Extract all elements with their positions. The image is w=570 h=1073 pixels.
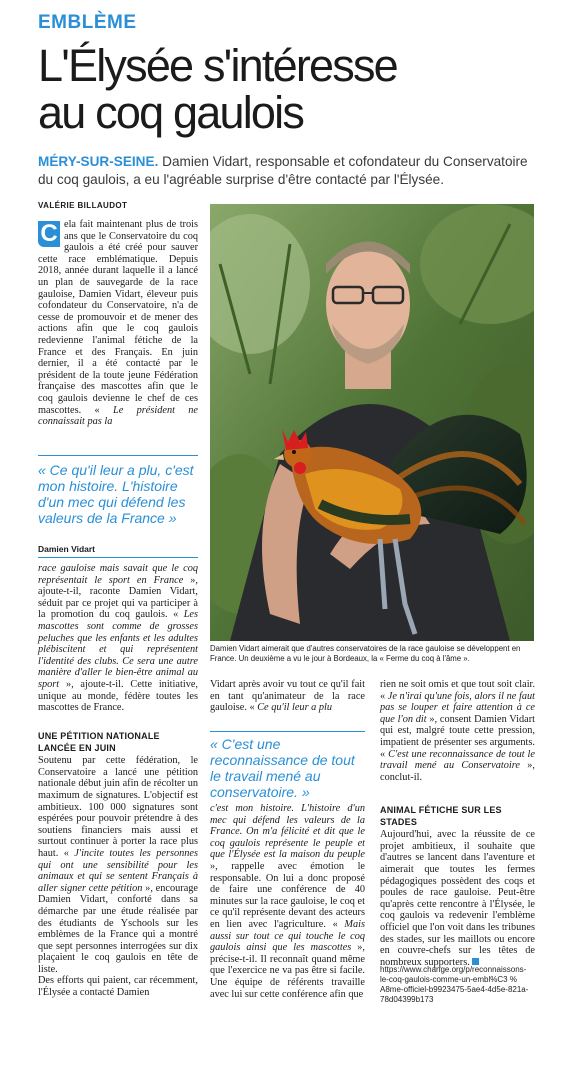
body-text: », rappelle avec émotion le responsable. On lui a donc proposé de faire une conférence de 40 minutes sur la race gauloise, le coq et ce qu'il représente devant des acteurs en lien avec l'agriculture. « (210, 860, 365, 930)
article-column-2-body (210, 803, 365, 1000)
intro-text: ela fait maintenant plus de trois ans que le Conservatoire du coq gaulois a été créé pour sauver cette race emblématique. Depuis 2018, année durant laquelle il a lancé un plan de sauvegarde de la race gauloise, Damien Vidart, éleveur puis cofondateur du Conservatoire, n'a de cesse de promouvoir et de mener des actions afin que le coq gaulois redevienne l'animal fétiche de la France et des Français. En juin dernier, il a été contacté par le président de la toute jeune Fédération française des mascottes afin que le coq gaulois devienne le chef de ces mascottes. « (38, 219, 198, 416)
body-italic: Ce qu'il leur a plu (257, 702, 333, 714)
body-italic: C'est une reconnaissance de tout le travail mené au Conservatoire (380, 748, 535, 772)
section-kicker: EMBLÈME (38, 12, 137, 33)
body-italic: Les mascottes sont comme de grosses peluches que les enfants et les adultes plébiscitent et qui représentent l'identité des clubs. Ce sera une autre manière d'aller le bien-être animal au sport (38, 609, 198, 690)
body-text: », conclut-il. (380, 760, 535, 783)
article-column-2-top (210, 679, 365, 714)
headline-line-2: au coq gaulois (38, 87, 304, 138)
pull-quote-1-author: Damien Vidart (38, 544, 96, 554)
quote-divider-top (210, 731, 365, 732)
body-italic: c'est mon histoire. L'histoire d'un mec qui défend les valeurs de la France. On m'a félicité et dit que le coq gaulois représente le peuple et que l'Élysée est la maison du peuple (210, 803, 365, 861)
drop-cap: C (38, 221, 60, 247)
body-text: Vidart après avoir vu tout ce qu'il fait en tant qu'animateur de la race gauloise. « (210, 679, 365, 714)
body-text: Aujourd'hui, avec la réussite de ce projet ambitieux, il souhaite que d'autres se lancent dans l'aventure et aimerait que toutes les fermes pédagogiques possèdent des coqs et poules de race gauloise. Peut-être qu'après cette rencontre à l'Élysée, le coq gaulois va redevenir l'emblème officiel que l'on voit dans les tribunes des stades, sur les maillots ou encore en couvre-chefs sur les têtes de nombreux supporters. (380, 829, 535, 968)
article-column-1-body (38, 563, 198, 714)
body-text: rien ne soit omis et que tout soit clair. « (380, 679, 535, 702)
photo-caption: Damien Vidart aimerait que d'autres conservatoires de la race gauloise se développent en France. Un deuxième a vu le jour à Bordeaux, la « Ferme du coq à l'âme ». (210, 644, 521, 663)
petition-link[interactable]: https://www.change.org/p/reconnaissons-le-coq-gaulois-comme-un-embl%C3 % A8me-officiel-b9923475-5ae4-4d5e-821a-78d04399b173 (380, 965, 529, 1004)
subheading-stadiums: ANIMAL FÉTICHE SUR LES STADES (380, 805, 502, 827)
body-italic: race gauloise mais savait que le coq représentait le sport en France (38, 563, 198, 586)
author-byline: VALÉRIE BILLAUDOT (38, 201, 128, 210)
body-text: », ajoute-t-il, raconte Damien Vidart, séduit par ce projet qui va participer à la promotion du coq gaulois. « (38, 574, 199, 621)
pull-quote-1: « Ce qu'il leur a plu, c'est mon histoire. L'histoire d'un mec qui défend les valeurs de la France » (38, 462, 194, 526)
end-of-article-square-icon (472, 958, 479, 965)
body-text: Soutenu par cette fédération, le Conservatoire a lancé une pétition nationale début juin afin de récolter un maximum de signatures. L'objectif est ambitieux. 100 000 signatures sont espérées pour pouvoir prétendre à des soutiens financiers mais aussi et surtout continuer à porter la race plus haut. « (38, 755, 198, 859)
headline (38, 42, 538, 136)
body-italic: J'incite toutes les personnes qui ont une sensibilité pour les animaux et qui se sentent Français à aller signer cette pétition (38, 847, 198, 894)
article-photo (210, 204, 534, 641)
quote-divider-bottom (38, 557, 198, 558)
standfirst (38, 153, 538, 189)
body-text: », ajoute-t-il. Cette initiative, unique au monde, fédère toutes les mascottes de France. (38, 678, 198, 714)
pull-quote-2: « C'est une reconnaissance de tout le travail mené au conservatoire. » (210, 736, 355, 800)
quote-divider-top (38, 455, 198, 456)
body-italic: Je n'irai qu'une fois, alors il ne faut pas se louper et faire attention à ce que l'on dit (380, 690, 535, 725)
intro-text-italic: Le président ne connaissait pas la (38, 404, 199, 428)
article-column-3-top (380, 679, 535, 783)
body-text: », encourage Damien Vidart, conforté dans sa démarche par une étude réalisée par des étudiants de Yschools sur les emblèmes de la France qui a montré que sept personnes interrogées sur dix plaçaient le coq gaulois en tête de liste. (38, 882, 198, 975)
dateline-city: MÉRY-SUR-SEINE. (38, 154, 159, 169)
article-section-petition (38, 731, 198, 999)
photo-man-holding-rooster (210, 204, 534, 641)
standfirst-text: Damien Vidart, responsable et cofondateur du Conservatoire du coq gaulois, a eu l'agréable surprise d'être contacté par l'Élysée. (38, 154, 528, 187)
article-section-stadiums (380, 805, 535, 968)
headline-line-1: L'Élysée s'intéresse (38, 40, 397, 91)
body-text: », précise-t-il. Il reconnaît quand même que l'exercice ne va pas être si facile. Une équipe de référents travaille avec lui sur cette conférence afin que (210, 942, 366, 1000)
body-text: », consent Damien Vidart qui est, malgré toute cette pression, impatient de présenter ses arguments. « (380, 713, 535, 760)
article-column-1-intro (38, 219, 198, 428)
subheading-petition: UNE PÉTITION NATIONALE LANCÉE EN JUIN (38, 731, 160, 753)
body-text: Des efforts qui paient, car récemment, l'Élysée a contacté Damien (38, 975, 198, 999)
body-italic: Mais aussi sur tout ce qui touche le coq gaulois ainsi que les mascottes (210, 918, 365, 954)
